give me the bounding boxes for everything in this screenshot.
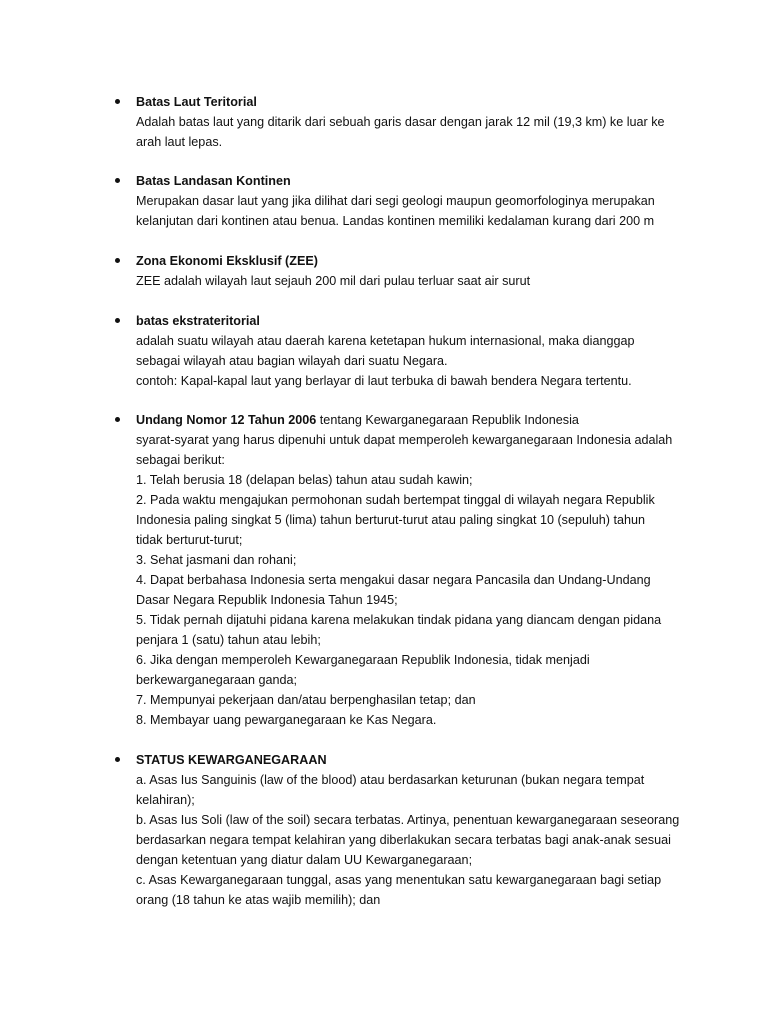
- section-heading: batas ekstrateritorial: [136, 314, 260, 328]
- paragraph-line: Adalah batas laut yang ditarik dari sebuah garis dasar dengan jarak 12 mil (19,3 km) ke luar ke: [136, 115, 665, 129]
- requirement-item: 8. Membayar uang pewarganegaraan ke Kas Negara.: [136, 713, 437, 727]
- paragraph-line: a. Asas Ius Sanguinis (law of the blood) atau berdasarkan keturunan (bukan negara tempat: [136, 773, 645, 787]
- section-heading: Batas Landasan Kontinen: [136, 174, 291, 188]
- requirement-item: 5. Tidak pernah dijatuhi pidana karena melakukan tindak pidana yang diancam dengan pidana: [136, 613, 662, 627]
- bullet-icon: [115, 99, 120, 104]
- requirement-item: 2. Pada waktu mengajukan permohonan sudah bertempat tinggal di wilayah negara Republik: [136, 493, 655, 507]
- paragraph-line: orang (18 tahun ke atas wajib memilih); dan: [136, 893, 381, 907]
- requirement-item: penjara 1 (satu) tahun atau lebih;: [136, 633, 321, 647]
- section-heading-suffix: tentang Kewarganegaraan Republik Indonesia: [316, 413, 579, 427]
- paragraph-line: Merupakan dasar laut yang jika dilihat dari segi geologi maupun geomorfologinya merupakan: [136, 194, 655, 208]
- requirement-item: tidak berturut-turut;: [136, 533, 243, 547]
- paragraph-line: b. Asas Ius Soli (law of the soil) secara terbatas. Artinya, penentuan kewarganegaraan seseorang: [136, 813, 680, 827]
- requirement-item: 7. Mempunyai pekerjaan dan/atau berpenghasilan tetap; dan: [136, 693, 476, 707]
- paragraph-line: adalah suatu wilayah atau daerah karena ketetapan hukum internasional, maka dianggap: [136, 334, 635, 348]
- bullet-icon: [115, 258, 120, 263]
- section-undang-undang: [115, 410, 685, 730]
- paragraph-line: kelahiran);: [136, 793, 195, 807]
- requirement-item: 6. Jika dengan memperoleh Kewarganegaraan Republik Indonesia, tidak menjadi: [136, 653, 590, 667]
- section-heading-line: [136, 410, 685, 430]
- bullet-icon: [115, 178, 120, 183]
- paragraph-line: syarat-syarat yang harus dipenuhi untuk dapat memperoleh kewarganegaraan Indonesia adalah: [136, 433, 673, 447]
- paragraph-line: kelanjutan dari kontinen atau benua. Landas kontinen memiliki kedalaman kurang dari 200 m: [136, 214, 655, 228]
- requirement-item: berkewarganegaraan ganda;: [136, 673, 298, 687]
- section-status-kewarganegaraan: [115, 750, 685, 910]
- paragraph-line: sebagai berikut:: [136, 453, 225, 467]
- section-zee: [115, 251, 685, 291]
- section-heading: STATUS KEWARGANEGARAAN: [136, 753, 327, 767]
- requirement-item: 4. Dapat berbahasa Indonesia serta mengakui dasar negara Pancasila dan Undang-Undang: [136, 573, 651, 587]
- paragraph-line: dengan ketentuan yang diatur dalam UU Kewarganegaraan;: [136, 853, 473, 867]
- section-heading: Batas Laut Teritorial: [136, 95, 257, 109]
- section-heading: Undang Nomor 12 Tahun 2006: [136, 413, 317, 427]
- paragraph-line: ZEE adalah wilayah laut sejauh 200 mil dari pulau terluar saat air surut: [136, 274, 531, 288]
- bullet-icon: [115, 757, 120, 762]
- paragraph-line: berdasarkan negara tempat kelahiran yang diberlakukan secara terbatas bagi anak-anak sesuai: [136, 833, 671, 847]
- paragraph-line: contoh: Kapal-kapal laut yang berlayar di laut terbuka di bawah bendera Negara tertentu.: [136, 374, 632, 388]
- bullet-icon: [115, 318, 120, 323]
- requirement-item: Indonesia paling singkat 5 (lima) tahun berturut-turut atau paling singkat 10 (sepuluh) tahun: [136, 513, 645, 527]
- bullet-icon: [115, 417, 120, 422]
- section-batas-laut-teritorial: [115, 92, 685, 152]
- section-batas-landasan-kontinen: [115, 171, 685, 231]
- section-batas-ekstrateritorial: [115, 311, 685, 391]
- requirement-item: 1. Telah berusia 18 (delapan belas) tahun atau sudah kawin;: [136, 473, 473, 487]
- section-heading: Zona Ekonomi Eksklusif (ZEE): [136, 254, 318, 268]
- paragraph-line: sebagai wilayah atau bagian wilayah dari suatu Negara.: [136, 354, 448, 368]
- requirement-item: Dasar Negara Republik Indonesia Tahun 1945;: [136, 593, 398, 607]
- requirement-item: 3. Sehat jasmani dan rohani;: [136, 553, 297, 567]
- paragraph-line: arah laut lepas.: [136, 135, 223, 149]
- paragraph-line: c. Asas Kewarganegaraan tunggal, asas yang menentukan satu kewarganegaraan bagi setiap: [136, 873, 662, 887]
